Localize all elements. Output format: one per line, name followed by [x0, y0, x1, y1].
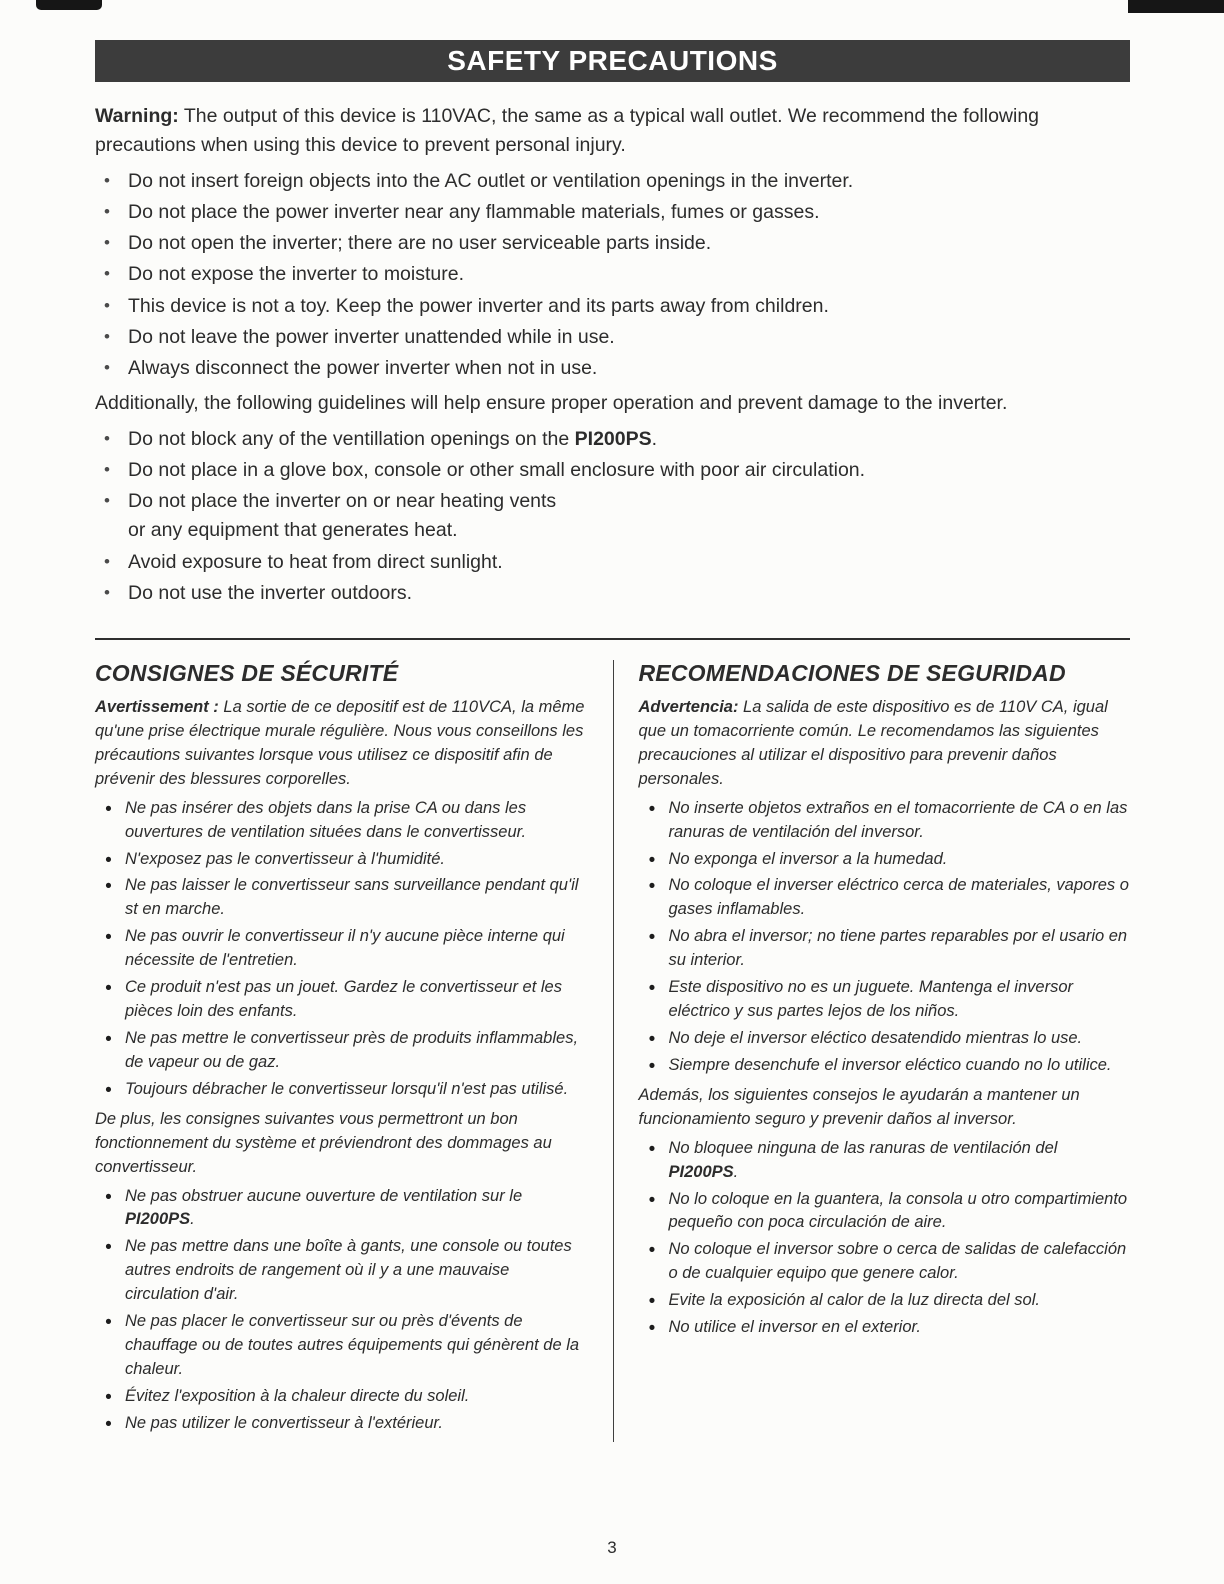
bullet-item: • Ne pas mettre dans une boîte à gants, une console ou toutes autres endroits de rangement où il y a une mauvaise circulation d'air.: [95, 1235, 588, 1307]
bullet-item: • Evite la exposición al calor de la luz directa del sol.: [639, 1289, 1131, 1313]
english-precautions-list: [95, 167, 1130, 384]
bullet-item: • Do not expose the inverter to moisture.: [95, 260, 1130, 289]
spanish-precautions-list: [639, 797, 1131, 1078]
bullet-item: • Ne pas insérer des objets dans la prise CA ou dans les ouvertures de ventilation situées dans le convertisseur.: [95, 797, 588, 845]
spanish-additional-paragraph: Además, los siguientes consejos le ayudarán a mantener un funcionamiento seguro y prevenir daños al inversor.: [638, 1085, 1080, 1128]
bullet-item: • Ne pas placer le convertisseur sur ou près d'évents de chauffage ou de toutes autres équipements qui génèrent de la chaleur.: [95, 1310, 588, 1382]
bullet-item: • Do not place in a glove box, console or other small enclosure with poor air circulation.: [95, 456, 1130, 485]
bullet-item: • No utilice el inversor en el exterior.: [639, 1316, 1131, 1340]
bullet-item: • Do not place the inverter on or near heating vents or any equipment that generates heat.: [95, 487, 573, 546]
translations-columns: [95, 660, 1130, 1442]
bullet-item: • Ce produit n'est pas un jouet. Gardez le convertisseur et les pièces loin des enfants.: [95, 976, 588, 1024]
bullet-item: • Do not open the inverter; there are no user serviceable parts inside.: [95, 229, 1130, 258]
model-number: PI200PS: [668, 1162, 734, 1181]
bullet-item: • Do not place the power inverter near any flammable materials, fumes or gasses.: [95, 198, 1130, 227]
section-divider: [95, 638, 1130, 640]
bullet-item: • No deje el inversor eléctico desatendido mientras lo use.: [639, 1027, 1131, 1051]
french-guidelines-list: [95, 1185, 588, 1436]
warning-text: The output of this device is 110VAC, the same as a typical wall outlet. We recommend the following precautions when using this device to prevent personal injury.: [95, 105, 1040, 157]
spanish-warning-paragraph: [639, 696, 1131, 792]
scan-artifact-top-right: [1128, 0, 1224, 13]
bullet-item: • Ne pas obstruer aucune ouverture de ventilation sur le PI200PS.: [95, 1185, 588, 1233]
bullet-item: • No coloque el inverser eléctrico cerca de materiales, vapores o gases inflamables.: [639, 874, 1131, 922]
bullet-item: • This device is not a toy. Keep the power inverter and its parts away from children.: [95, 292, 1130, 321]
spanish-heading: RECOMENDACIONES DE SEGURIDAD: [638, 660, 1066, 686]
bullet-item: • Toujours débracher le convertisseur lorsqu'il n'est pas utilisé.: [95, 1078, 588, 1102]
french-warning-paragraph: [95, 696, 588, 792]
additional-paragraph: Additionally, the following guidelines will help ensure proper operation and prevent damage to the inverter.: [95, 392, 1008, 415]
french-additional-paragraph: De plus, les consignes suivantes vous permettront un bon fonctionnement du système et préviendront des dommages au convertisseur.: [95, 1109, 552, 1176]
section-title-bar: [95, 40, 1130, 82]
french-warning-label: Avertissement :: [95, 698, 219, 716]
spanish-warning-text: La salida de este dispositivo es de 110V CA, igual que un tomacorriente común. Le recomendamos las siguientes precauciones al utilizar el dispositivo para prevenir daños personales.: [638, 698, 1108, 788]
bullet-item: • No abra el inversor; no tiene partes reparables por el usario en su interior.: [639, 925, 1131, 973]
warning-paragraph: [95, 102, 1130, 161]
bullet-item: • No bloquee ninguna de las ranuras de ventilación del PI200PS.: [639, 1137, 1131, 1185]
bullet-item: • Always disconnect the power inverter when not in use.: [95, 354, 1130, 383]
bullet-item: • No inserte objetos extraños en el tomacorriente de CA o en las ranuras de ventilación del inversor.: [639, 797, 1131, 845]
french-warning-text: La sortie de ce depositif est de 110VCA, la même qu'une prise électrique murale régulière. Nous vous conseillons les précautions suivantes lorsque vous utilisez ce dispositif afin de prévenir des blessures corporelles.: [95, 698, 585, 788]
bullet-item: • Ne pas mettre le convertisseur près de produits inflammables, de vapeur ou de gaz.: [95, 1027, 588, 1075]
spanish-section: [613, 660, 1131, 1442]
french-heading: CONSIGNES DE SÉCURITÉ: [95, 660, 399, 686]
page-title: SAFETY PRECAUTIONS: [447, 45, 778, 76]
bullet-item: • Ne pas utilizer le convertisseur à l'extérieur.: [95, 1412, 588, 1436]
bullet-item: • Do not insert foreign objects into the AC outlet or ventilation openings in the inverter.: [95, 167, 1130, 196]
bullet-item: • Siempre desenchufe el inversor eléctico cuando no lo utilice.: [639, 1054, 1131, 1078]
spanish-warning-label: Advertencia:: [638, 698, 739, 716]
bullet-item: • Do not leave the power inverter unattended while in use.: [95, 323, 1130, 352]
bullet-item: • Évitez l'exposition à la chaleur directe du soleil.: [95, 1385, 588, 1409]
french-precautions-list: [95, 797, 588, 1102]
bullet-item: • Ne pas ouvrir le convertisseur il n'y aucune pièce interne qui nécessite de l'entretien.: [95, 925, 588, 973]
english-guidelines-list: [95, 425, 1130, 609]
english-section: [95, 102, 1130, 608]
bullet-item: • No lo coloque en la guantera, la consola u otro compartimiento pequeño con poca circulación de aire.: [639, 1188, 1131, 1236]
french-section: [95, 660, 613, 1442]
model-number: PI200PS: [574, 427, 652, 450]
bullet-item: • Este dispositivo no es un juguete. Mantenga el inversor eléctrico y sus partes lejos de los niños.: [639, 976, 1131, 1024]
page-number: 3: [607, 1538, 617, 1557]
warning-label: Warning:: [95, 105, 179, 127]
spanish-guidelines-list: [639, 1137, 1131, 1340]
model-number: PI200PS: [125, 1210, 191, 1229]
bullet-item: • Do not use the inverter outdoors.: [95, 579, 1130, 608]
bullet-item: • No coloque el inversor sobre o cerca de salidas de calefacción o de cualquier equipo que genere calor.: [639, 1238, 1131, 1286]
bullet-item: • Do not block any of the ventillation openings on the PI200PS.: [95, 425, 1130, 454]
bullet-item: • Avoid exposure to heat from direct sunlight.: [95, 548, 1130, 577]
bullet-item: • N'exposez pas le convertisseur à l'humidité.: [95, 848, 588, 872]
bullet-item: • No exponga el inversor a la humedad.: [639, 848, 1131, 872]
scan-artifact-top-left: [36, 0, 102, 10]
bullet-item: • Ne pas laisser le convertisseur sans surveillance pendant qu'il st en marche.: [95, 874, 588, 922]
